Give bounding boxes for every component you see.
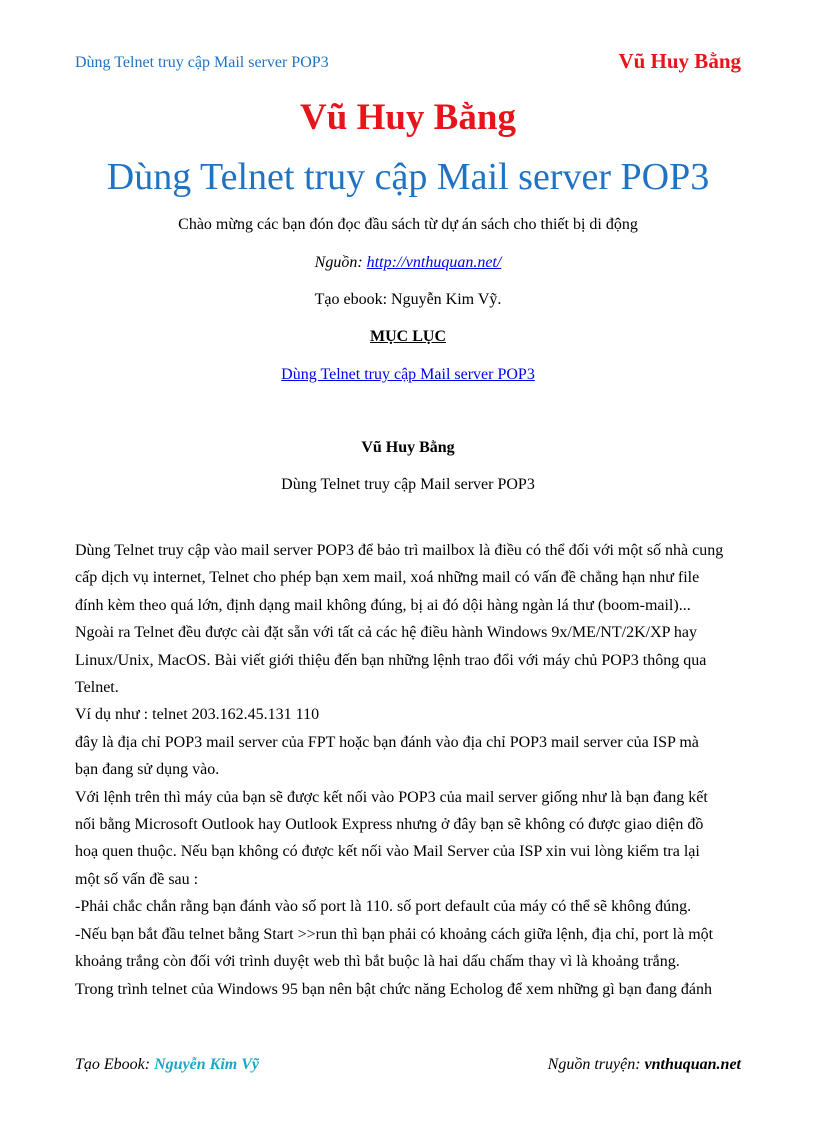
footer-source-label: Nguồn truyện (547, 1056, 636, 1073)
toc-heading: MỤC LỤC (370, 328, 446, 345)
book-author: Vũ Huy Bằng (300, 97, 516, 138)
body-line: -Phải chắc chắn rằng bạn đánh vào số port là 110. số port default của máy có thể sẽ không đúng. (75, 898, 692, 916)
source-label: Nguồn: (314, 254, 367, 271)
toc-item-link[interactable]: Dùng Telnet truy cập Mail server POP3 (281, 366, 535, 383)
body-line: Trong trình telnet của Windows 95 bạn nên bật chức năng Echolog để xem những gì bạn đang đánh (75, 980, 713, 998)
footer-ebook-sep: : (144, 1056, 155, 1073)
body-line: Ví dụ như : telnet 203.162.45.131 110 (75, 706, 320, 724)
footer-source-sep: : (635, 1056, 645, 1073)
section-author: Vũ Huy Bằng (361, 439, 455, 456)
source-line (0, 254, 816, 272)
body-line: Dùng Telnet truy cập vào mail server POP3 để bảo trì mailbox là điều có thể đối với một số nhà cung (75, 542, 724, 559)
section-title: Dùng Telnet truy cập Mail server POP3 (281, 476, 535, 493)
body-line: đính kèm theo quá lớn, định dạng mail không đúng, bị ai đó dội hàng ngàn lá thư (boom-mail)... (75, 596, 691, 614)
body-line: -Nếu bạn bắt đầu telnet bằng Start >>run thì bạn phải có khoảng cách giữa lệnh, địa chỉ, port là một (75, 925, 714, 943)
body-line: hoạ quen thuộc. Nếu bạn không có được kết nối vào Mail Server của ISP xin vui lòng kiểm tra lại (75, 843, 700, 861)
body-line: cấp dịch vụ internet, Telnet cho phép bạn xem mail, xoá những mail có vấn đề chẳng hạn như file (75, 569, 700, 587)
footer-source-site: vnthuquan.net (644, 1056, 741, 1073)
body-line: khoảng trắng còn đối với trình duyệt web thì bắt buộc là hai dấu chấm thay vì là khoảng trắng. (75, 953, 680, 971)
body-line: Ngoài ra Telnet đều được cài đặt sẵn với tất cả các hệ điều hành Windows 9x/ME/NT/2K/XP hay (75, 624, 698, 642)
running-header-author: Vũ Huy Bằng (618, 49, 741, 73)
footer-ebook-name: Nguyễn Kim Vỹ (154, 1056, 259, 1073)
footer-source-credit (548, 1056, 741, 1074)
body-line: nối bằng Microsoft Outlook hay Outlook Express nhưng ở đây bạn sẽ không có được giao diện đồ (75, 816, 704, 834)
body-line: Với lệnh trên thì máy của bạn sẽ được kết nối vào POP3 của mail server giống như là bạn đang kết (75, 788, 708, 806)
ebook-creator: Tạo ebook: Nguyễn Kim Vỹ. (314, 291, 502, 308)
welcome-text: Chào mừng các bạn đón đọc đầu sách từ dự án sách cho thiết bị di động (178, 216, 638, 233)
body-text (75, 537, 743, 1003)
footer-ebook-credit (75, 1056, 259, 1074)
body-line: Telnet. (75, 679, 119, 697)
running-header-title: Dùng Telnet truy cập Mail server POP3 (75, 54, 329, 71)
body-line: đây là địa chỉ POP3 mail server của FPT hoặc bạn đánh vào địa chỉ POP3 mail server của ISP mà (75, 733, 699, 751)
toc-list (0, 366, 816, 384)
body-line: Linux/Unix, MacOS. Bài viết giới thiệu đến bạn những lệnh trao đổi với máy chủ POP3 thông qua (75, 651, 707, 669)
body-line: bạn đang sử dụng vào. (75, 761, 220, 779)
footer-ebook-label: Tạo Ebook (75, 1056, 145, 1073)
book-title: Dùng Telnet truy cập Mail server POP3 (106, 156, 710, 198)
body-line: một số vấn đề sau : (75, 870, 199, 888)
source-link[interactable]: http://vnthuquan.net/ (366, 254, 502, 271)
